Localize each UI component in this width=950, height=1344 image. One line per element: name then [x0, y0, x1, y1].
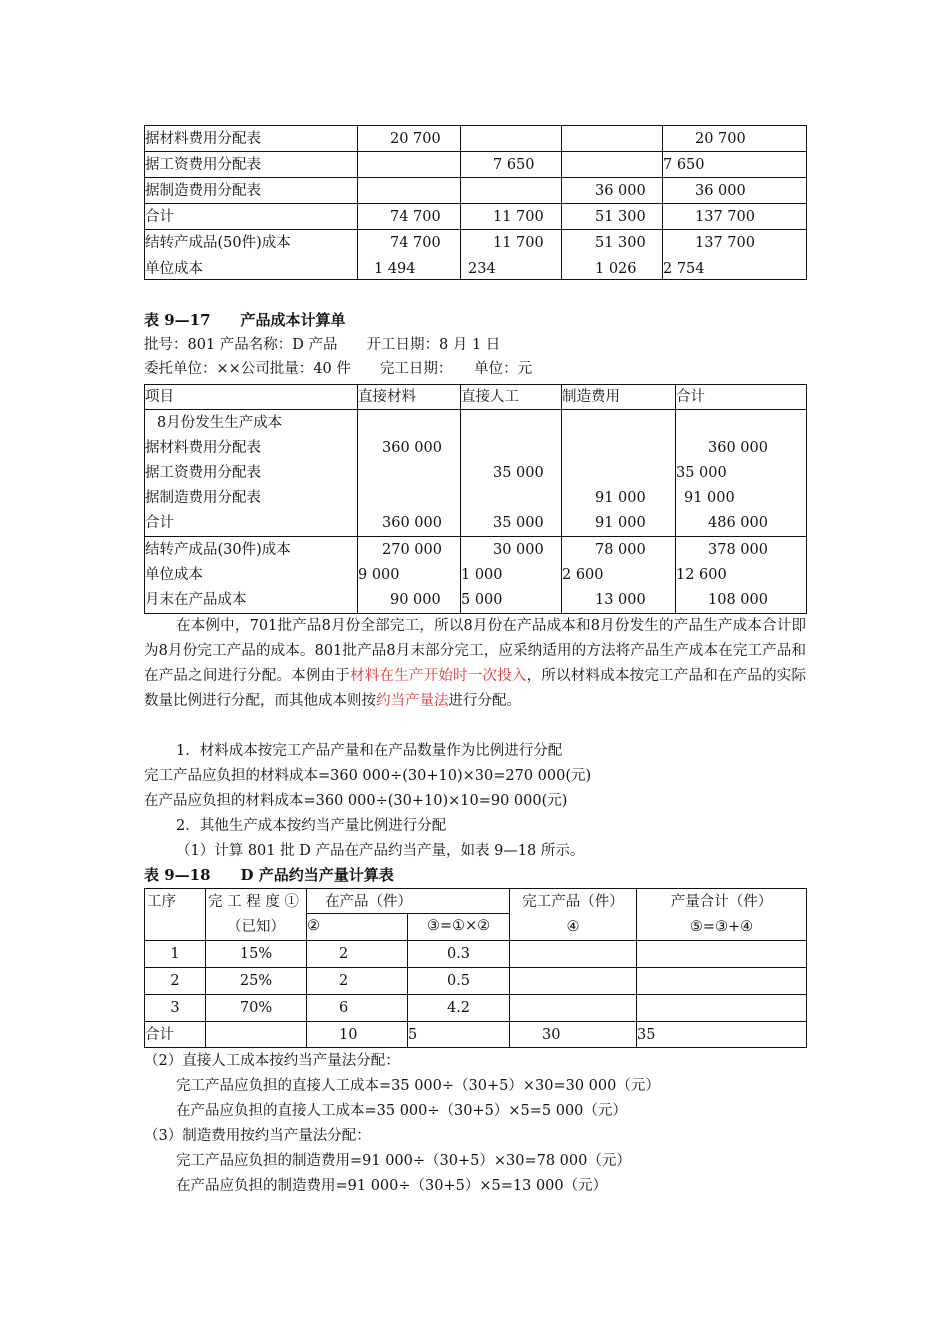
- row-label: 据制造费用分配表: [145, 490, 261, 506]
- degree-cell: 15%: [206, 941, 307, 968]
- material-cell: 20 700: [358, 126, 461, 152]
- overhead-cell: 51 300: [562, 204, 663, 230]
- total-cell: 7 650: [663, 152, 807, 178]
- wip-qty-cell: 2: [307, 968, 408, 995]
- column-header-wip-qty: ②: [307, 914, 408, 941]
- labor-cell: 1 000: [461, 567, 503, 583]
- labor-stack: [461, 230, 562, 280]
- finished-cell: [510, 995, 637, 1022]
- labor-cell: [461, 126, 562, 152]
- wip-qty-cell: 10: [307, 1022, 408, 1048]
- row-label-stack: [145, 230, 358, 280]
- material-cell: 270 000: [382, 542, 442, 558]
- overhead-cell: 2 600: [562, 567, 604, 583]
- table-917-meta-line-1: 批号：801 产品名称：D 产品 开工日期：8 月 1 日: [144, 337, 501, 353]
- total-cell: 35 000: [676, 465, 727, 481]
- degree-cell: [206, 1022, 307, 1048]
- row-label-stack: [145, 537, 358, 614]
- table-row: [145, 126, 807, 152]
- material-cell: 9 000: [358, 567, 400, 583]
- labor-cell: 35 000: [493, 515, 544, 531]
- total-stack: [676, 537, 807, 614]
- row-label: 据工资费用分配表: [145, 465, 261, 481]
- row-label: 据材料费用分配表: [145, 126, 358, 152]
- total-cell: 486 000: [708, 515, 768, 531]
- degree-header-line: （已知）: [227, 918, 285, 935]
- total-cell: 20 700: [663, 126, 807, 152]
- explanation-text: 在本例中，701批产品8月份全部完工，所以8月份在产品成本和8月份发生的产品生产成本合计即为8月份完工产品的成本。801批产品8月末部分完工，应采纳适用的方法将产品生产成本在完工产品和在产品之间进行分配。本例由于: [144, 618, 806, 684]
- overhead-cell: 91 000: [595, 490, 646, 506]
- material-stack: [358, 230, 461, 280]
- total-cell: 12 600: [676, 567, 727, 583]
- wip-qty-cell: 2: [307, 941, 408, 968]
- overhead-cell: 51 300: [595, 235, 646, 251]
- material-cell: 1 494: [374, 260, 416, 277]
- overhead-cell: 78 000: [595, 542, 646, 558]
- row-label: 据制造费用分配表: [145, 178, 358, 204]
- formula-line: 完工产品应负担的直接人工成本=35 000÷（30+5）×30=30 000（元）: [176, 1078, 660, 1094]
- degree-cell: 25%: [206, 968, 307, 995]
- overhead-cell: [562, 126, 663, 152]
- overhead-cell: 36 000: [562, 178, 663, 204]
- column-header-total: 合计: [676, 385, 807, 410]
- table-header-row: [145, 889, 807, 914]
- labor-cell: 35 000: [493, 465, 544, 481]
- table-917-title: 表 9—17 产品成本计算单: [144, 311, 346, 329]
- finished-cell: [510, 941, 637, 968]
- row-label: 结转产成品(30件)成本: [145, 542, 291, 558]
- output-total-header-line: ⑤=③+④: [689, 918, 754, 935]
- row-label: 结转产成品(50件)成本: [145, 235, 291, 251]
- finished-header-line: ④: [566, 918, 580, 935]
- cost-table-701-continued: [144, 125, 807, 280]
- table-row: [145, 178, 807, 204]
- explanation-paragraph: [144, 614, 806, 714]
- material-stack: [358, 410, 461, 537]
- overhead-stack: [562, 230, 663, 280]
- wip-equivalent-cell: 0.3: [408, 941, 510, 968]
- material-cell: [358, 152, 461, 178]
- section-heading-2: 2．其他生产成本按约当产量比例进行分配: [176, 818, 447, 834]
- overhead-cell: 1 026: [595, 260, 637, 277]
- section-heading-3: （1）计算 801 批 D 产品在产品约当产量，如表 9—18 所示。: [176, 843, 585, 859]
- labor-stack: [461, 537, 562, 614]
- row-label: 月末在产品成本: [145, 592, 247, 608]
- process-cell: 1: [145, 941, 206, 968]
- column-header-overhead: 制造费用: [562, 385, 676, 410]
- finished-header-line: 完工产品（件）: [522, 894, 624, 910]
- total-cell: 36 000: [663, 178, 807, 204]
- finished-cell: [510, 968, 637, 995]
- overhead-cell: 91 000: [595, 515, 646, 531]
- overhead-cell: 13 000: [595, 592, 646, 608]
- section-heading-1: 1．材料成本按完工产品产量和在产品数量作为比例进行分配: [176, 743, 563, 759]
- equivalent-units-table-918: [144, 888, 807, 1048]
- row-label: 单位成本: [145, 260, 203, 277]
- highlight-material-input: 材料在生产开始时一次投入: [350, 668, 527, 684]
- wip-equivalent-cell: 0.5: [408, 968, 510, 995]
- labor-cell: 11 700: [493, 235, 544, 251]
- labor-cell: 30 000: [493, 542, 544, 558]
- row-label: 合计: [145, 515, 174, 531]
- process-cell: 3: [145, 995, 206, 1022]
- wip-qty-cell: 6: [307, 995, 408, 1022]
- column-header-finished: [510, 889, 637, 941]
- column-header-labor: 直接人工: [461, 385, 562, 410]
- total-cell: 360 000: [708, 440, 768, 456]
- labor-cell: 234: [468, 260, 496, 277]
- row-label: 单位成本: [145, 567, 203, 583]
- row-label: 据工资费用分配表: [145, 152, 358, 178]
- highlight-equivalent-units: 约当产量法: [376, 693, 449, 709]
- column-header-degree: [206, 889, 307, 941]
- table-header-row: [145, 385, 807, 410]
- section-heading-4: （2）直接人工成本按约当产量法分配：: [144, 1053, 400, 1069]
- column-header-item: 项目: [145, 385, 358, 410]
- table-row: [145, 537, 807, 614]
- formula-line: 完工产品应负担的制造费用=91 000÷（30+5）×30=78 000（元）: [176, 1153, 631, 1169]
- section-heading-5: （3）制造费用按约当产量法分配：: [144, 1128, 371, 1144]
- table-918-title: 表 9—18 D 产品约当产量计算表: [144, 866, 394, 884]
- formula-line: 在产品应负担的制造费用=91 000÷（30+5）×5=13 000（元）: [176, 1178, 608, 1194]
- total-cell: 137 700: [695, 235, 755, 251]
- total-cell: 2 754: [663, 260, 705, 277]
- material-cell: 90 000: [390, 592, 441, 608]
- output-total-cell: [637, 968, 807, 995]
- total-cell: 137 700: [663, 204, 807, 230]
- row-label: 合计: [145, 204, 358, 230]
- column-header-output-total: [637, 889, 807, 941]
- degree-header-line: 完 工 程 度 ①: [208, 894, 299, 910]
- wip-equivalent-cell: 5: [408, 1022, 510, 1048]
- output-total-cell: [637, 941, 807, 968]
- column-header-wip: 在产品（件）: [307, 889, 510, 914]
- table-row: [145, 968, 807, 995]
- table-row: [145, 941, 807, 968]
- material-cell: 360 000: [382, 440, 442, 456]
- table-row: [145, 204, 807, 230]
- total-cell: 91 000: [684, 490, 735, 506]
- total-stack: [676, 410, 807, 537]
- labor-stack: [461, 410, 562, 537]
- material-cell: 74 700: [358, 204, 461, 230]
- column-header-material: 直接材料: [358, 385, 461, 410]
- output-total-header-line: 产量合计（件）: [670, 894, 773, 910]
- explanation-text: ，所以材料成本按完工产品和在产品的实际数量比例进行分配，而其他成本则按: [144, 668, 807, 709]
- total-cell: 378 000: [708, 542, 768, 558]
- table-row: [145, 410, 807, 537]
- output-total-cell: [637, 995, 807, 1022]
- row-label: 8月份发生生产成本: [157, 415, 283, 431]
- labor-cell: [461, 178, 562, 204]
- cost-table-917: [144, 384, 807, 614]
- formula-line: 完工产品应负担的材料成本=360 000÷(30+10)×30=270 000(元): [144, 768, 592, 784]
- labor-cell: 11 700: [461, 204, 562, 230]
- overhead-stack: [562, 537, 676, 614]
- formula-line: 在产品应负担的直接人工成本=35 000÷（30+5）×5=5 000（元）: [176, 1103, 627, 1119]
- row-label: 据材料费用分配表: [145, 440, 261, 456]
- explanation-text: 进行分配。: [448, 693, 521, 709]
- labor-cell: 7 650: [461, 152, 562, 178]
- output-total-cell: 35: [637, 1022, 807, 1048]
- material-stack: [358, 537, 461, 614]
- table-row: [145, 995, 807, 1022]
- column-header-process: 工序: [145, 889, 206, 941]
- material-cell: 74 700: [390, 235, 441, 251]
- row-label-stack: [145, 410, 358, 537]
- material-cell: [358, 178, 461, 204]
- overhead-stack: [562, 410, 676, 537]
- table-917-meta-line-2: 委托单位：××公司批量：40 件 完工日期： 单位：元: [144, 361, 533, 377]
- degree-cell: 70%: [206, 995, 307, 1022]
- process-cell: 2: [145, 968, 206, 995]
- column-header-wip-equivalent: ③=①×②: [408, 914, 510, 941]
- total-cell: 108 000: [708, 592, 768, 608]
- wip-equivalent-cell: 4.2: [408, 995, 510, 1022]
- total-stack: [663, 230, 807, 280]
- table-row: [145, 230, 807, 280]
- formula-line: 在产品应负担的材料成本=360 000÷(30+10)×10=90 000(元): [144, 793, 568, 809]
- finished-cell: 30: [510, 1022, 637, 1048]
- table-total-row: [145, 1022, 807, 1048]
- material-cell: 360 000: [382, 515, 442, 531]
- overhead-cell: [562, 152, 663, 178]
- table-row: [145, 152, 807, 178]
- labor-cell: 5 000: [461, 592, 503, 608]
- total-label-cell: 合计: [145, 1022, 206, 1048]
